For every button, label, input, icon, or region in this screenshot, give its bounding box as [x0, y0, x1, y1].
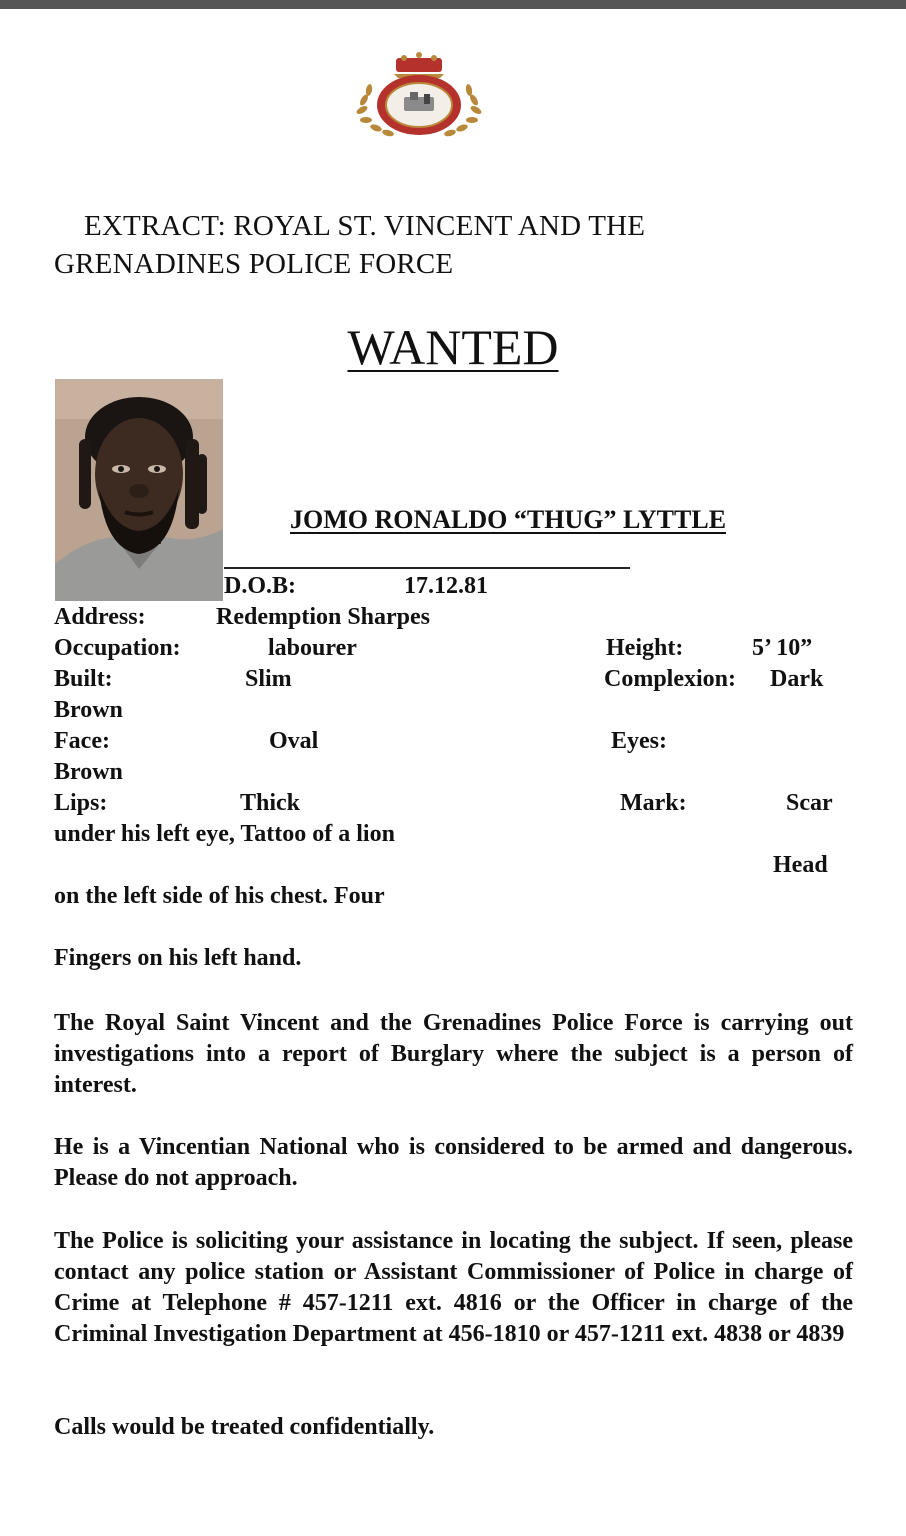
face-label: Face:	[54, 728, 110, 754]
mark-description-1: under his left eye, Tattoo of a lion	[54, 821, 395, 847]
mark-description-3: Fingers on his left hand.	[54, 945, 302, 971]
dob-label: D.O.B:	[224, 573, 296, 599]
investigation-paragraph: The Royal Saint Vincent and the Grenadines Police Force is carrying out investigations into a report of Burglary where the subject is a person of interest.	[54, 1010, 853, 1098]
wanted-title	[0, 318, 906, 376]
suspect-photo	[55, 379, 223, 601]
built-label: Built:	[54, 666, 113, 692]
height-value: 5’ 10”	[752, 635, 813, 661]
mark-label: Mark:	[620, 790, 687, 816]
confidential-note: Calls would be treated confidentially.	[54, 1414, 435, 1440]
face-value: Oval	[269, 728, 319, 754]
crown-icon	[394, 52, 444, 78]
contact-paragraph: The Police is soliciting your assistance in locating the subject. If seen, please contact any police station or Assistant Commissioner of Police in charge of Crime at Telephone # 457-1211 ext. 4816 or the Officer in charge of the Criminal Investigation Department at 456-1810 or 457-1211 ext. 4838 or 4839	[54, 1228, 853, 1347]
height-label: Height:	[606, 635, 684, 661]
address-label: Address:	[54, 604, 146, 630]
extract-line-1: EXTRACT: ROYAL ST. VINCENT AND THE	[84, 210, 646, 242]
occupation-value: labourer	[268, 635, 357, 661]
name-divider-line	[224, 567, 630, 569]
mark-value: Scar	[786, 790, 833, 816]
lips-value: Thick	[240, 790, 301, 816]
armed-warning-paragraph: He is a Vincentian National who is considered to be armed and dangerous. Please do not approach.	[54, 1134, 853, 1191]
complexion-continued: Brown	[54, 697, 123, 723]
complexion-value: Dark	[770, 666, 824, 692]
extract-heading	[54, 207, 645, 283]
lips-label: Lips:	[54, 790, 108, 816]
suspect-name: JOMO RONALDO “THUG” LYTTLE	[290, 505, 727, 534]
occupation-label: Occupation:	[54, 635, 181, 661]
dob-value: 17.12.81	[404, 573, 488, 599]
mark-head-text: Head	[773, 852, 828, 878]
built-value: Slim	[245, 666, 292, 692]
top-border-bar	[0, 0, 906, 9]
police-crest-logo	[354, 50, 484, 140]
address-value: Redemption Sharpes	[216, 604, 431, 630]
mark-description-2: on the left side of his chest. Four	[54, 883, 385, 909]
extract-line-2: GRENADINES POLICE FORCE	[54, 248, 454, 280]
wanted-title-text: WANTED	[347, 319, 559, 375]
eyes-label: Eyes:	[611, 728, 667, 754]
eyes-value: Brown	[54, 759, 123, 785]
complexion-label: Complexion:	[604, 666, 736, 692]
